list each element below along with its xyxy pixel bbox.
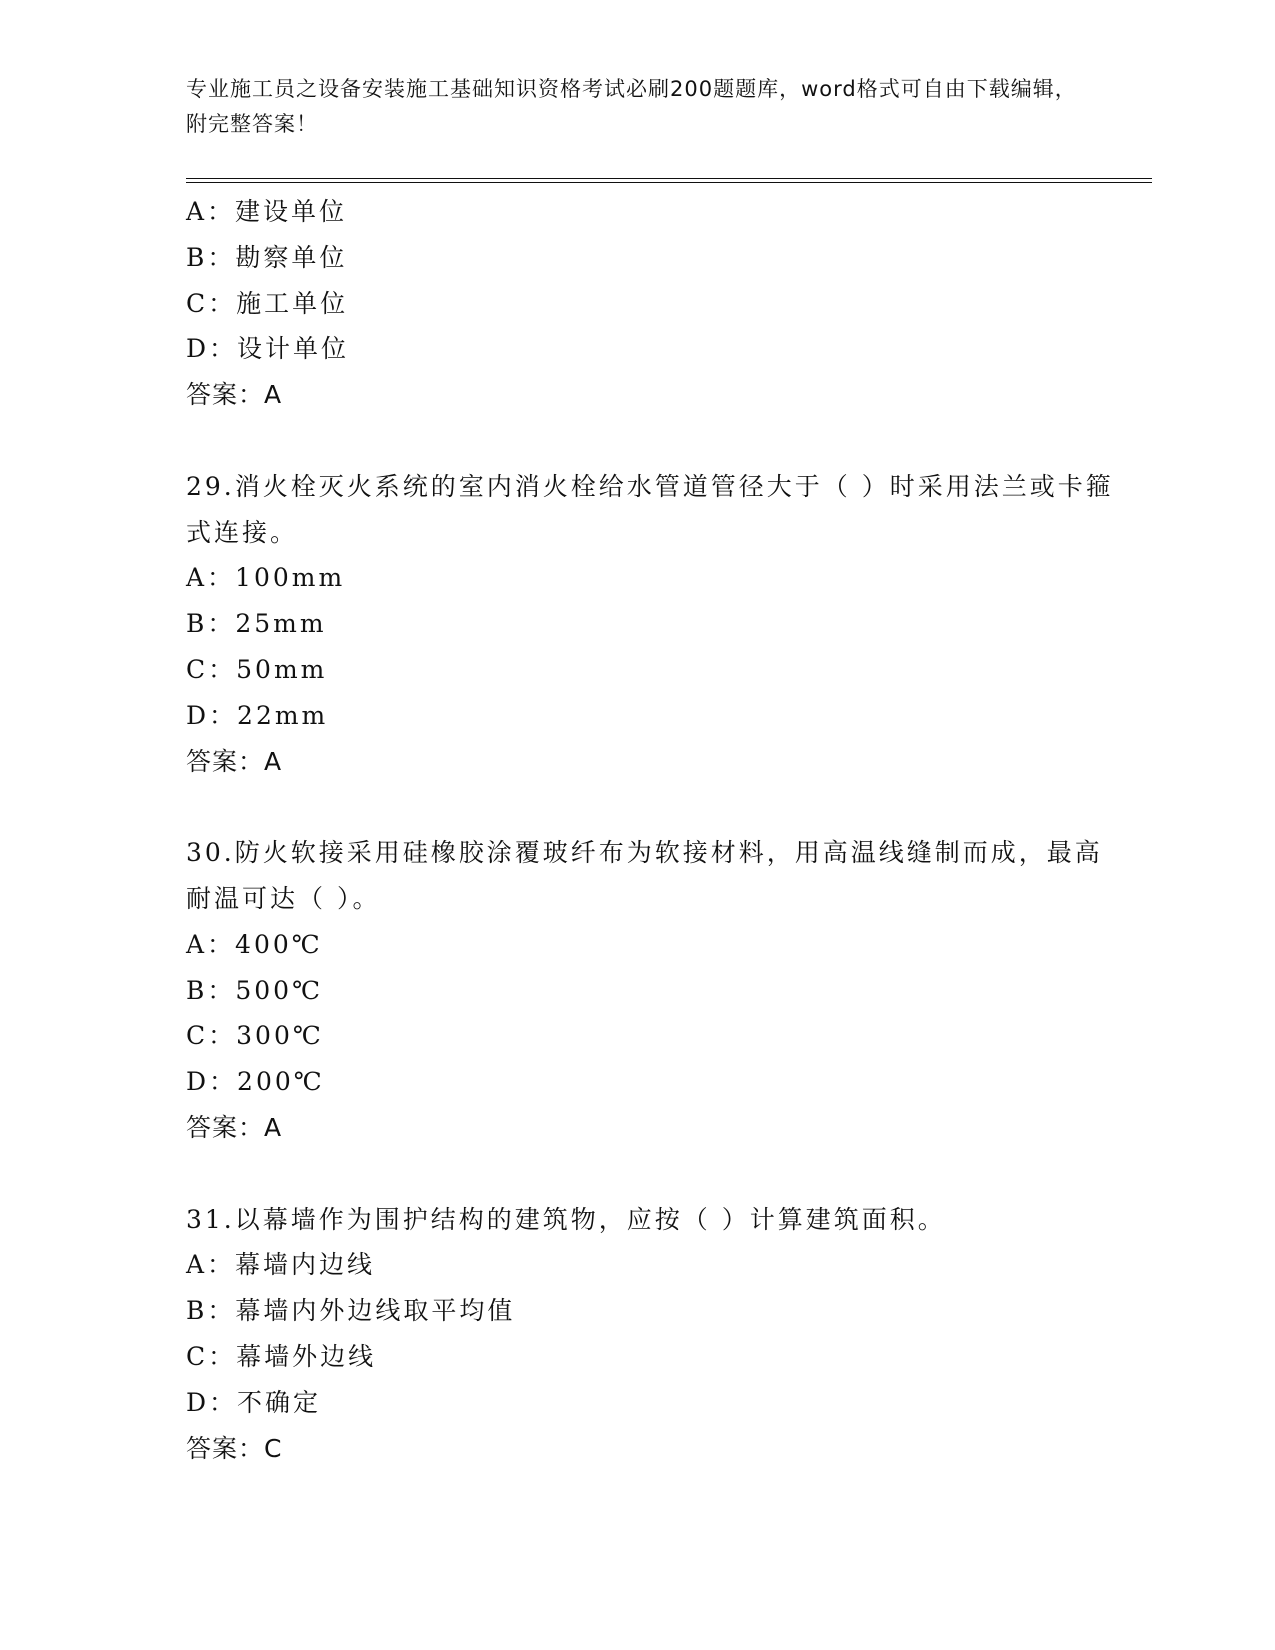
question-28 xyxy=(186,189,1126,418)
option-c: C：幕墙外边线 xyxy=(186,1341,377,1371)
option-d: D：不确定 xyxy=(186,1387,322,1417)
option-a: A：幕墙内边线 xyxy=(186,1250,376,1280)
question-31 xyxy=(186,1197,1126,1472)
option-b: B：25mm xyxy=(186,609,327,639)
option-a: A：400℃ xyxy=(186,929,323,959)
question-list xyxy=(186,189,1126,1471)
header-rule-bottom xyxy=(186,182,1152,183)
option-d: D：200℃ xyxy=(186,1067,325,1097)
option-a: A：100mm xyxy=(186,563,346,593)
option-c: C：300℃ xyxy=(186,1021,324,1051)
option-b: B：500℃ xyxy=(186,975,324,1005)
answer: 答案：C xyxy=(186,1433,283,1463)
option-c: C：施工单位 xyxy=(186,288,349,318)
option-a: A：建设单位 xyxy=(186,197,348,226)
option-b: B：幕墙内外边线取平均值 xyxy=(186,1296,516,1326)
document-header: 专业施工员之设备安装施工基础知识资格考试必刷200题题库，word格式可自由下载编辑，附完整答案！ xyxy=(186,77,1077,136)
option-b: B：勘察单位 xyxy=(186,242,348,272)
header-rule-top xyxy=(186,178,1152,179)
answer: 答案：A xyxy=(186,380,283,410)
answer: 答案：A xyxy=(186,1112,283,1142)
question-text: 30.防火软接采用硅橡胶涂覆玻纤布为软接材料，用高温线缝制而成，最高耐温可达（ ）。 xyxy=(186,838,1103,913)
answer: 答案：A xyxy=(186,746,283,776)
question-29 xyxy=(186,464,1126,785)
option-d: D：22mm xyxy=(186,700,329,730)
question-text: 31.以幕墙作为围护结构的建筑物，应按（ ）计算建筑面积。 xyxy=(186,1204,946,1234)
option-d: D：设计单位 xyxy=(186,334,350,364)
option-c: C：50mm xyxy=(186,654,328,684)
question-30 xyxy=(186,830,1126,1151)
question-text: 29.消火栓灭火系统的室内消火栓给水管道管径大于（ ）时采用法兰或卡箍式连接。 xyxy=(186,471,1114,547)
